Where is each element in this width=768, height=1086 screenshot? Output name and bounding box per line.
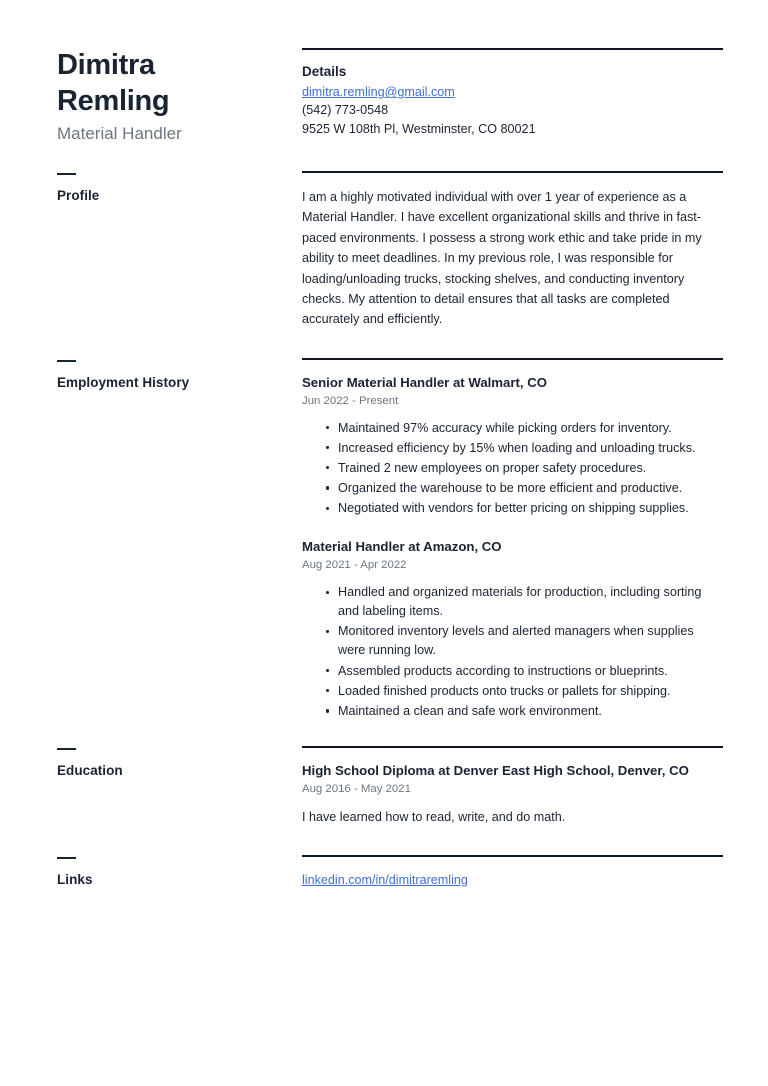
sidebar-label-profile: Profile [57,188,100,203]
candidate-last-name: Remling [57,84,170,117]
profile-rule [302,171,723,173]
sidebar-item-profile [57,171,284,203]
list-item: Organized the warehouse to be more efficient and productive. [326,479,723,498]
education-row [57,746,723,827]
education-content [302,746,723,827]
education-entry-description: I have learned how to read, write, and do math. [302,809,566,824]
employment-entry-title: Senior Material Handler at Walmart, CO [302,374,548,390]
sidebar-item-education [57,746,284,778]
list-item: Assembled products according to instructions or blueprints. [326,662,723,681]
education-rule [302,746,723,748]
list-item: Handled and organized materials for production, including sorting and labeling items. [326,583,723,621]
header-identity [57,48,302,145]
header-row [57,48,723,145]
employment-entry-date: Aug 2021 - Apr 2022 [302,559,407,572]
education-entry-date: Aug 2016 - May 2021 [302,782,411,795]
sidebar-item-links [57,855,284,887]
list-item: Negotiated with vendors for better pricing on shipping supplies. [326,499,723,518]
sidebar-label-links: Links [57,871,93,887]
dash-icon [57,857,76,859]
details-email-line [302,83,723,101]
details-heading: Details [302,64,347,79]
details-rule [302,48,723,50]
candidate-job-title: Material Handler [57,123,182,143]
profile-row [57,171,723,330]
employment-sidebar [57,358,302,390]
dash-icon [57,173,76,175]
details-phone: (542) 773-0548 [302,103,389,118]
employment-row [57,358,723,722]
list-item: Monitored inventory levels and alerted managers when supplies were running low. [326,622,723,660]
profile-content [302,171,723,330]
list-item: Maintained 97% accuracy while picking orders for inventory. [326,419,723,438]
links-sidebar [57,855,302,887]
employment-entry-title: Material Handler at Amazon, CO [302,539,502,555]
sidebar-item-employment [57,358,284,390]
dash-icon [57,360,76,362]
education-entry-title: High School Diploma at Denver East High School, Denver, CO [302,762,689,778]
list-item: Maintained a clean and safe work environment. [326,702,723,721]
employment-entry-bullets [302,583,723,721]
details-address: 9525 W 108th Pl, Westminster, CO 80021 [302,121,536,136]
links-list [302,871,723,889]
employment-entry-date: Jun 2022 - Present [302,394,399,407]
profile-sidebar [57,171,302,203]
employment-entry [302,374,723,518]
employment-content [302,358,723,722]
employment-entry-bullets [302,419,723,519]
employment-entry [302,538,723,721]
dash-icon [57,748,76,750]
details-section [302,48,723,138]
links-row [57,855,723,889]
links-content [302,855,723,889]
sidebar-label-employment: Employment History [57,374,190,390]
list-item: Loaded finished products onto trucks or pallets for shipping. [326,682,723,701]
profile-paragraph: I am a highly motivated individual with over 1 year of experience as a Material Handler. I have excellent organizational skills and thrive in fast-paced environments. I possess a strong work ethic and take pride in my ability to meet deadlines. In my previous role, I was responsible for loading/unloading trucks, stocking shelves, and conducting inventory checks. My attention to detail ensures that all tasks are completed accurately and efficiently. [302,190,702,327]
links-rule [302,855,723,857]
list-item: Increased efficiency by 15% when loading and unloading trucks. [326,439,723,458]
candidate-first-name: Dimitra [57,49,155,81]
list-item: Trained 2 new employees on proper safety procedures. [326,459,723,478]
candidate-name [57,48,284,120]
linkedin-link[interactable]: linkedin.com/in/dimitraremling [302,872,468,887]
email-link[interactable]: dimitra.remling@gmail.com [302,85,455,99]
sidebar-label-education: Education [57,762,123,778]
education-entry [302,762,723,827]
education-sidebar [57,746,302,778]
employment-rule [302,358,723,360]
